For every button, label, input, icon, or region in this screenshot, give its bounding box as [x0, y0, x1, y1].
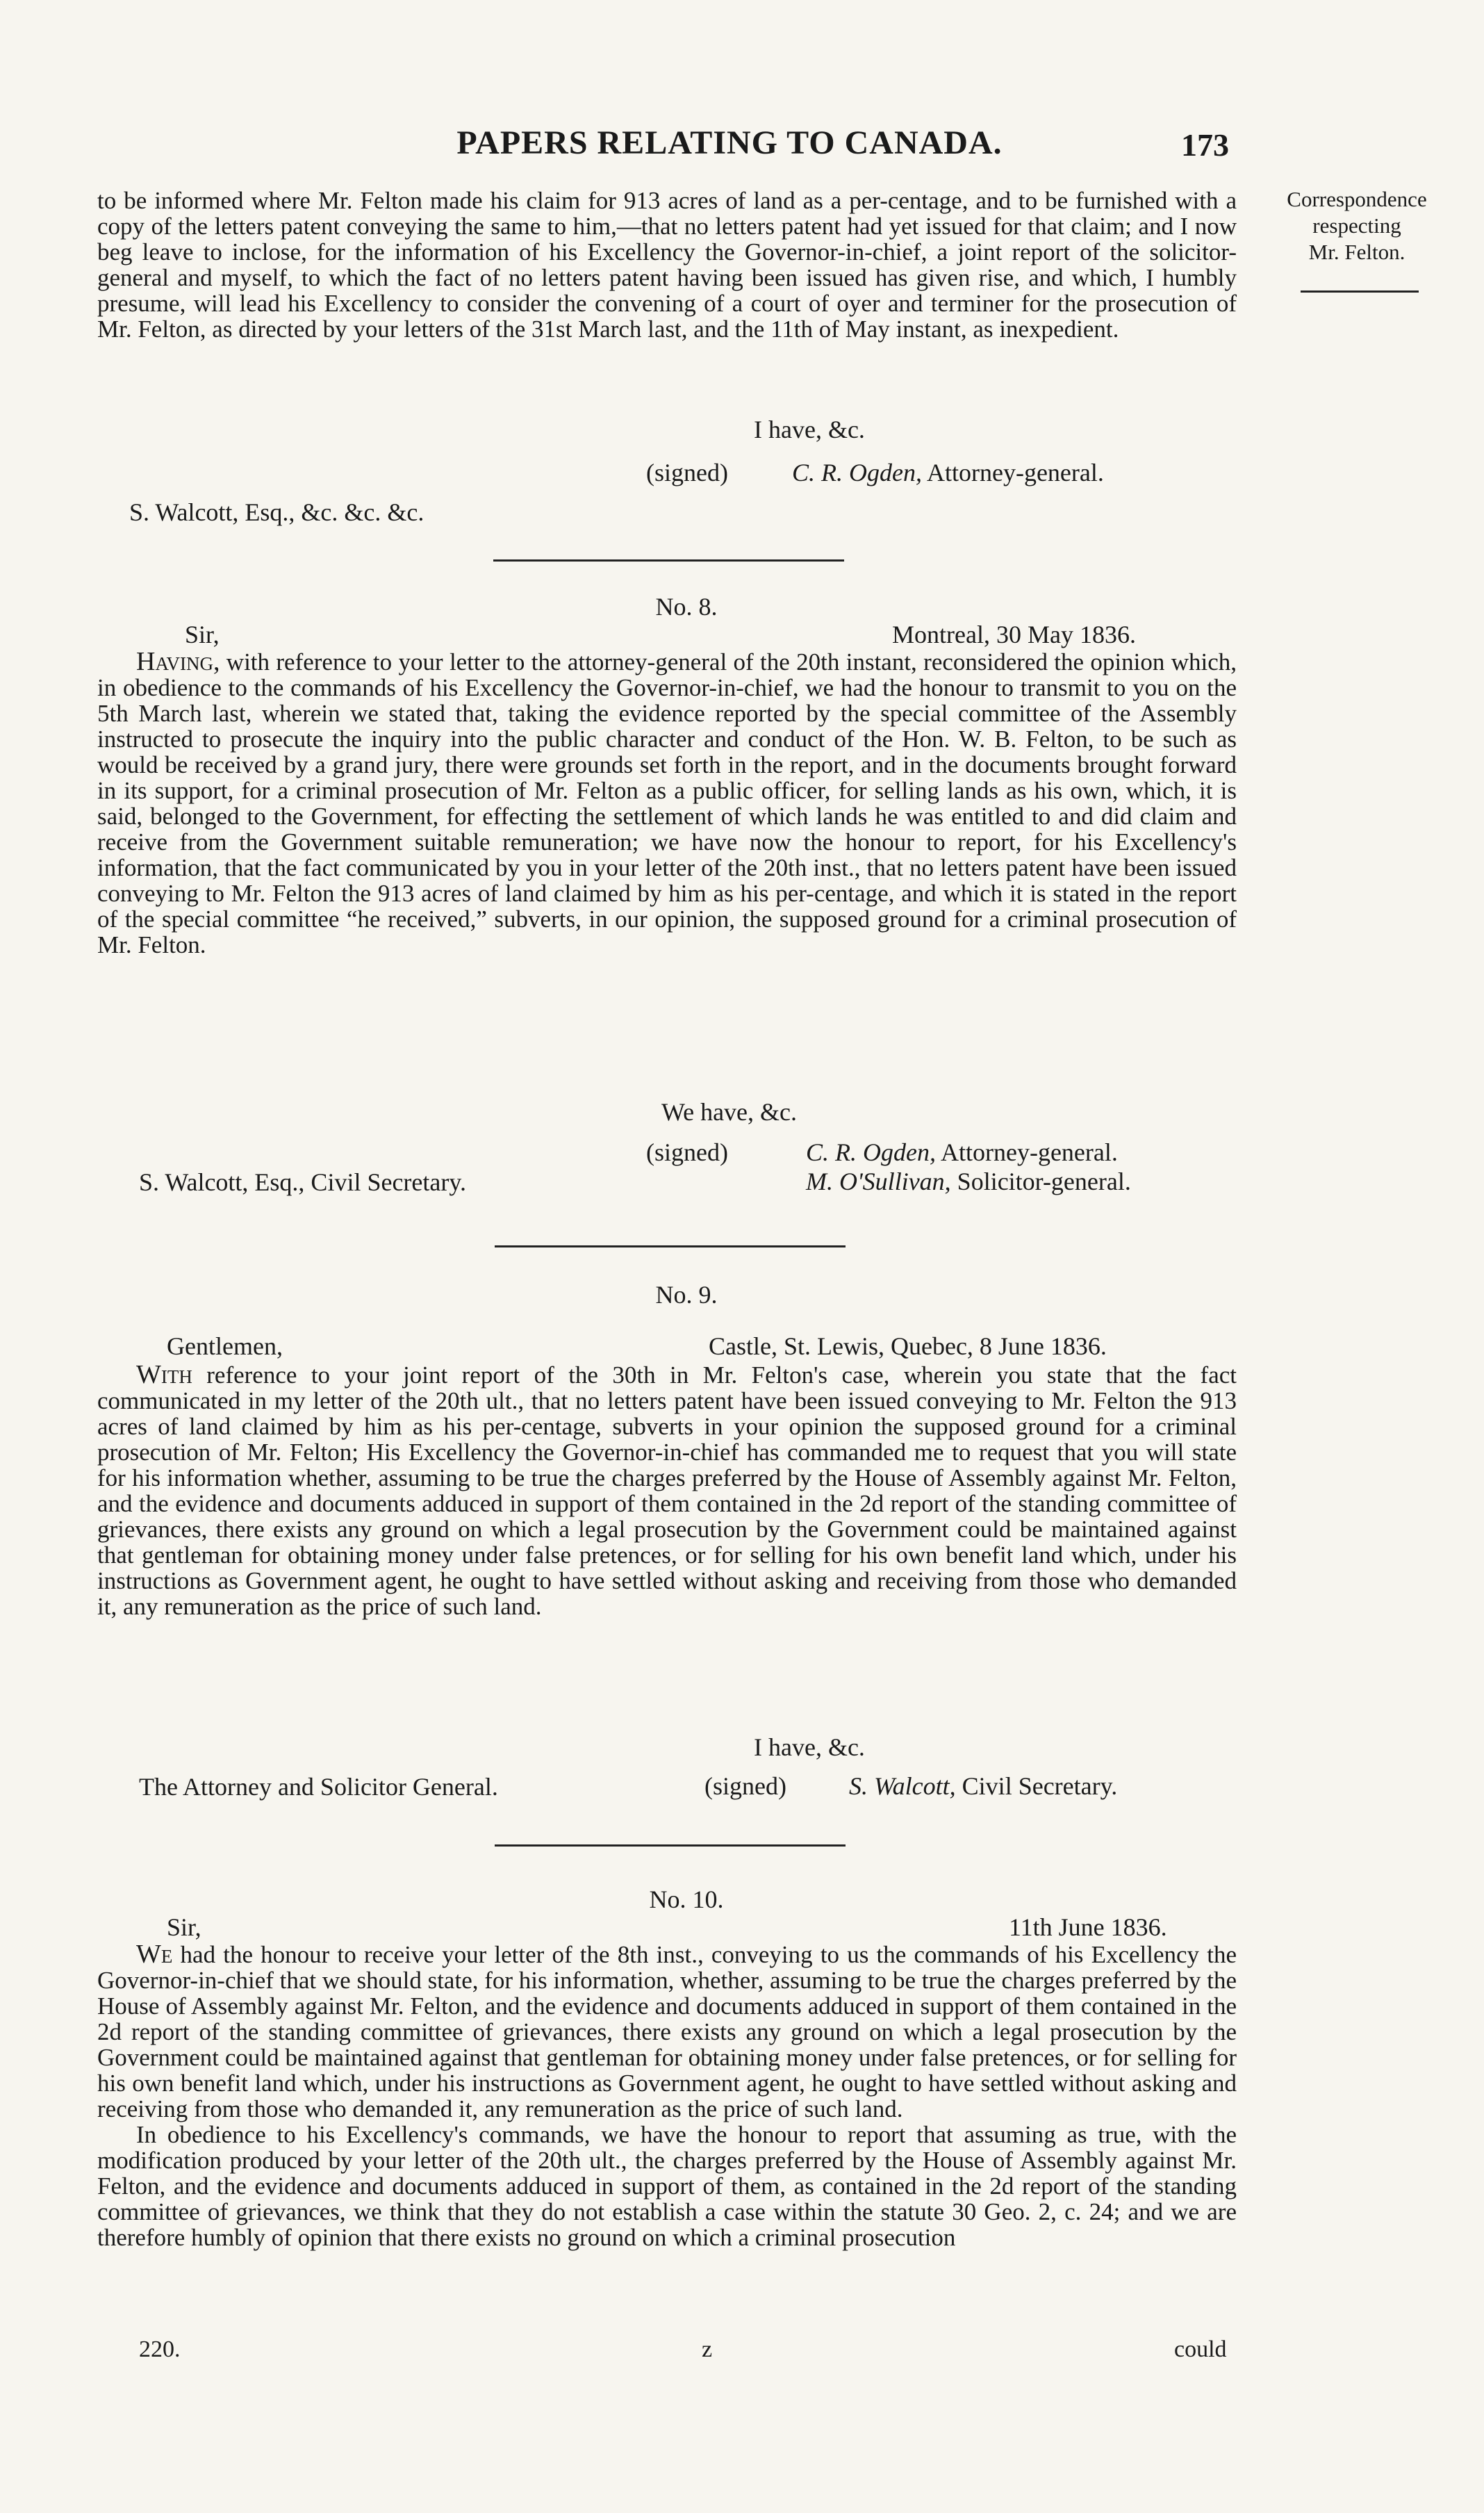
- letter-8-signature-2: [806, 1168, 1131, 1195]
- signer-name: M. O'Sullivan,: [806, 1168, 951, 1195]
- letter-9-closing: I have, &c.: [754, 1733, 865, 1761]
- section-divider: [495, 1844, 846, 1847]
- letter-9-body: [97, 1362, 1237, 1619]
- page-number: 173: [1181, 127, 1229, 163]
- letter-8-addressee: S. Walcott, Esq., Civil Secretary.: [139, 1168, 467, 1196]
- letter-9-addressee: The Attorney and Solicitor General.: [139, 1773, 498, 1801]
- running-title: PAPERS RELATING TO CANADA.: [456, 124, 1003, 161]
- letter-8-salutation: Sir,: [185, 621, 220, 648]
- letter-7-signed: (signed): [646, 459, 728, 486]
- signer-name: C. R. Ogden,: [792, 459, 922, 486]
- letter-10-date: 11th June 1836.: [1009, 1913, 1167, 1941]
- letter-8-closing: We have, &c.: [661, 1098, 798, 1126]
- letter-7-signature: [792, 459, 1104, 486]
- letter-8-body: [97, 649, 1237, 958]
- letter-9-number: No. 9.: [655, 1281, 718, 1309]
- signer-title: Attorney-general.: [941, 1138, 1118, 1166]
- footer-gathering-mark: z: [702, 2336, 713, 2362]
- letter-10-opening: We: [136, 1940, 173, 1969]
- letter-10-salutation: Sir,: [167, 1913, 201, 1941]
- margin-note-rule: [1301, 290, 1419, 293]
- letter-7-body: [97, 188, 1237, 342]
- letter-7-text: to be informed where Mr. Felton made his claim for 913 acres of land as a per-centage, and to be furnished with a copy of the letters patent conveying the same to him,—that no letters patent had yet issued for that claim; and I now beg leave to inclose, for the information of his Excellency the Governor-in-chief, a joint report of the solicitor-general and myself, to which the fact of no letters patent having been issued has given rise, and which, I humbly presume, will lead his Excellency to consider the convening of a court of oyer and terminer for the prosecution of Mr. Felton, as directed by your letters of the 31st March last, and the 11th of May instant, as inexpedient.: [97, 187, 1237, 343]
- letter-7-addressee: S. Walcott, Esq., &c. &c. &c.: [129, 498, 424, 526]
- footer-catchword: could: [1174, 2336, 1227, 2362]
- letter-10-number: No. 10.: [649, 1885, 724, 1913]
- footer-signature-mark: 220.: [139, 2336, 181, 2362]
- margin-note-line: Mr. Felton.: [1308, 240, 1405, 264]
- letter-8-signature-1: [806, 1138, 1118, 1166]
- letter-10-body: [97, 1942, 1237, 2250]
- section-divider: [495, 1245, 846, 1247]
- letter-8-number: No. 8.: [655, 593, 718, 621]
- letter-9-text: reference to your joint report of the 30th in Mr. Felton's case, wherein you state that the fact communicated in my letter of the 20th ult., that no letters patent have been issued conveying to Mr. Felton the 913 acres of land claimed by him as his per-centage, subverts in your opinion the supposed ground for a criminal prosecution of Mr. Felton; His Excellency the Governor-in-chief has commanded me to request that you will state for his information whether, assuming to be true the charges preferred by the House of Assembly against Mr. Felton, and the evidence and documents adduced in support of them contained in the 2d report of the standing committee of grievances, there exists any ground on which a legal prosecution by the Government could be maintained against that gentleman for obtaining money under false pretences, or for selling for his own benefit land which, under his instructions as Government agent, he ought to have settled without asking and receiving from those who demanded it, any remuneration as the price of such land.: [97, 1361, 1237, 1620]
- letter-10-text: had the honour to receive your letter of the 8th inst., conveying to us the commands of his Excellency the Governor-in-chief that we should state, for his information, whether, assuming to be true the charges preferred by the House of Assembly against Mr. Felton, and the evidence and documents adduced in support of them contained in the 2d report of the standing committee of grievances, there exists any ground on which a legal prosecution by the Government could be maintained against that gentleman for obtaining money under false pretences, or for selling for his own benefit land which, under his instructions as Government agent, he ought to have settled without asking and receiving from those who demanded it, any remuneration as the price of such land.: [97, 1941, 1237, 2122]
- section-divider: [493, 559, 844, 562]
- signer-title: Attorney-general.: [927, 459, 1104, 486]
- letter-9-signed: (signed): [704, 1772, 786, 1800]
- letter-9-salutation: Gentlemen,: [167, 1332, 283, 1360]
- letter-8-text: with reference to your letter to the attorney-general of the 20th instant, reconsidered the opinion which, in obedience to the commands of his Excellency the Governor-in-chief, we had the honour to transmit to you on the 5th March last, wherein we stated that, taking the evidence reported by the special committee of the Assembly instructed to prosecute the inquiry into the public character and conduct of the Hon. W. B. Felton, to be such as would be received by a grand jury, there were grounds set forth in the report, and in the documents brought forward in its support, for a criminal prosecution of Mr. Felton as a public officer, for selling lands as his own, which, it is said, belonged to the Government, for effecting the settlement of which lands he was entitled to and did claim and receive from the Government suitable remuneration; we have now the honour to report, for his Excellency's information, that the fact communicated by you in your letter of the 20th inst., that no letters patent have been issued conveying to Mr. Felton the 913 acres of land claimed by him as his per-centage, and which it is stated in the report of the special committee “he received,” subverts, in our opinion, the supposed ground for a criminal prosecution of Mr. Felton.: [97, 648, 1237, 958]
- letter-9-place-date: Castle, St. Lewis, Quebec, 8 June 1836.: [709, 1332, 1107, 1360]
- margin-note-line: Correspondence: [1287, 187, 1427, 211]
- letter-7-closing: I have, &c.: [754, 416, 865, 443]
- letter-8-place-date: Montreal, 30 May 1836.: [892, 621, 1136, 648]
- margin-note-line: respecting: [1312, 213, 1401, 238]
- signer-title: Civil Secretary.: [962, 1772, 1118, 1800]
- signer-name: C. R. Ogden,: [806, 1138, 936, 1166]
- letter-10-paragraph-2: In obedience to his Excellency's commands, we have the honour to report that assuming as true, with the modification produced by your letter of the 20th ult., the charges preferred by the House of Assembly against Mr. Felton, and the evidence and documents adduced in support of them, as contained in the 2d report of the standing committee of grievances, we think that they do not establish a case within the statute 30 Geo. 2, c. 24; and we are therefore humbly of opinion that there exists no ground on which a criminal prosecution: [97, 2121, 1237, 2251]
- letter-9-opening: With: [136, 1360, 192, 1389]
- signer-name: S. Walcott,: [849, 1772, 956, 1800]
- letter-8-signed: (signed): [646, 1138, 728, 1166]
- signer-title: Solicitor-general.: [957, 1168, 1131, 1195]
- margin-note: [1256, 186, 1458, 265]
- letter-9-signature: [849, 1772, 1117, 1800]
- letter-8-opening: Having,: [136, 647, 220, 676]
